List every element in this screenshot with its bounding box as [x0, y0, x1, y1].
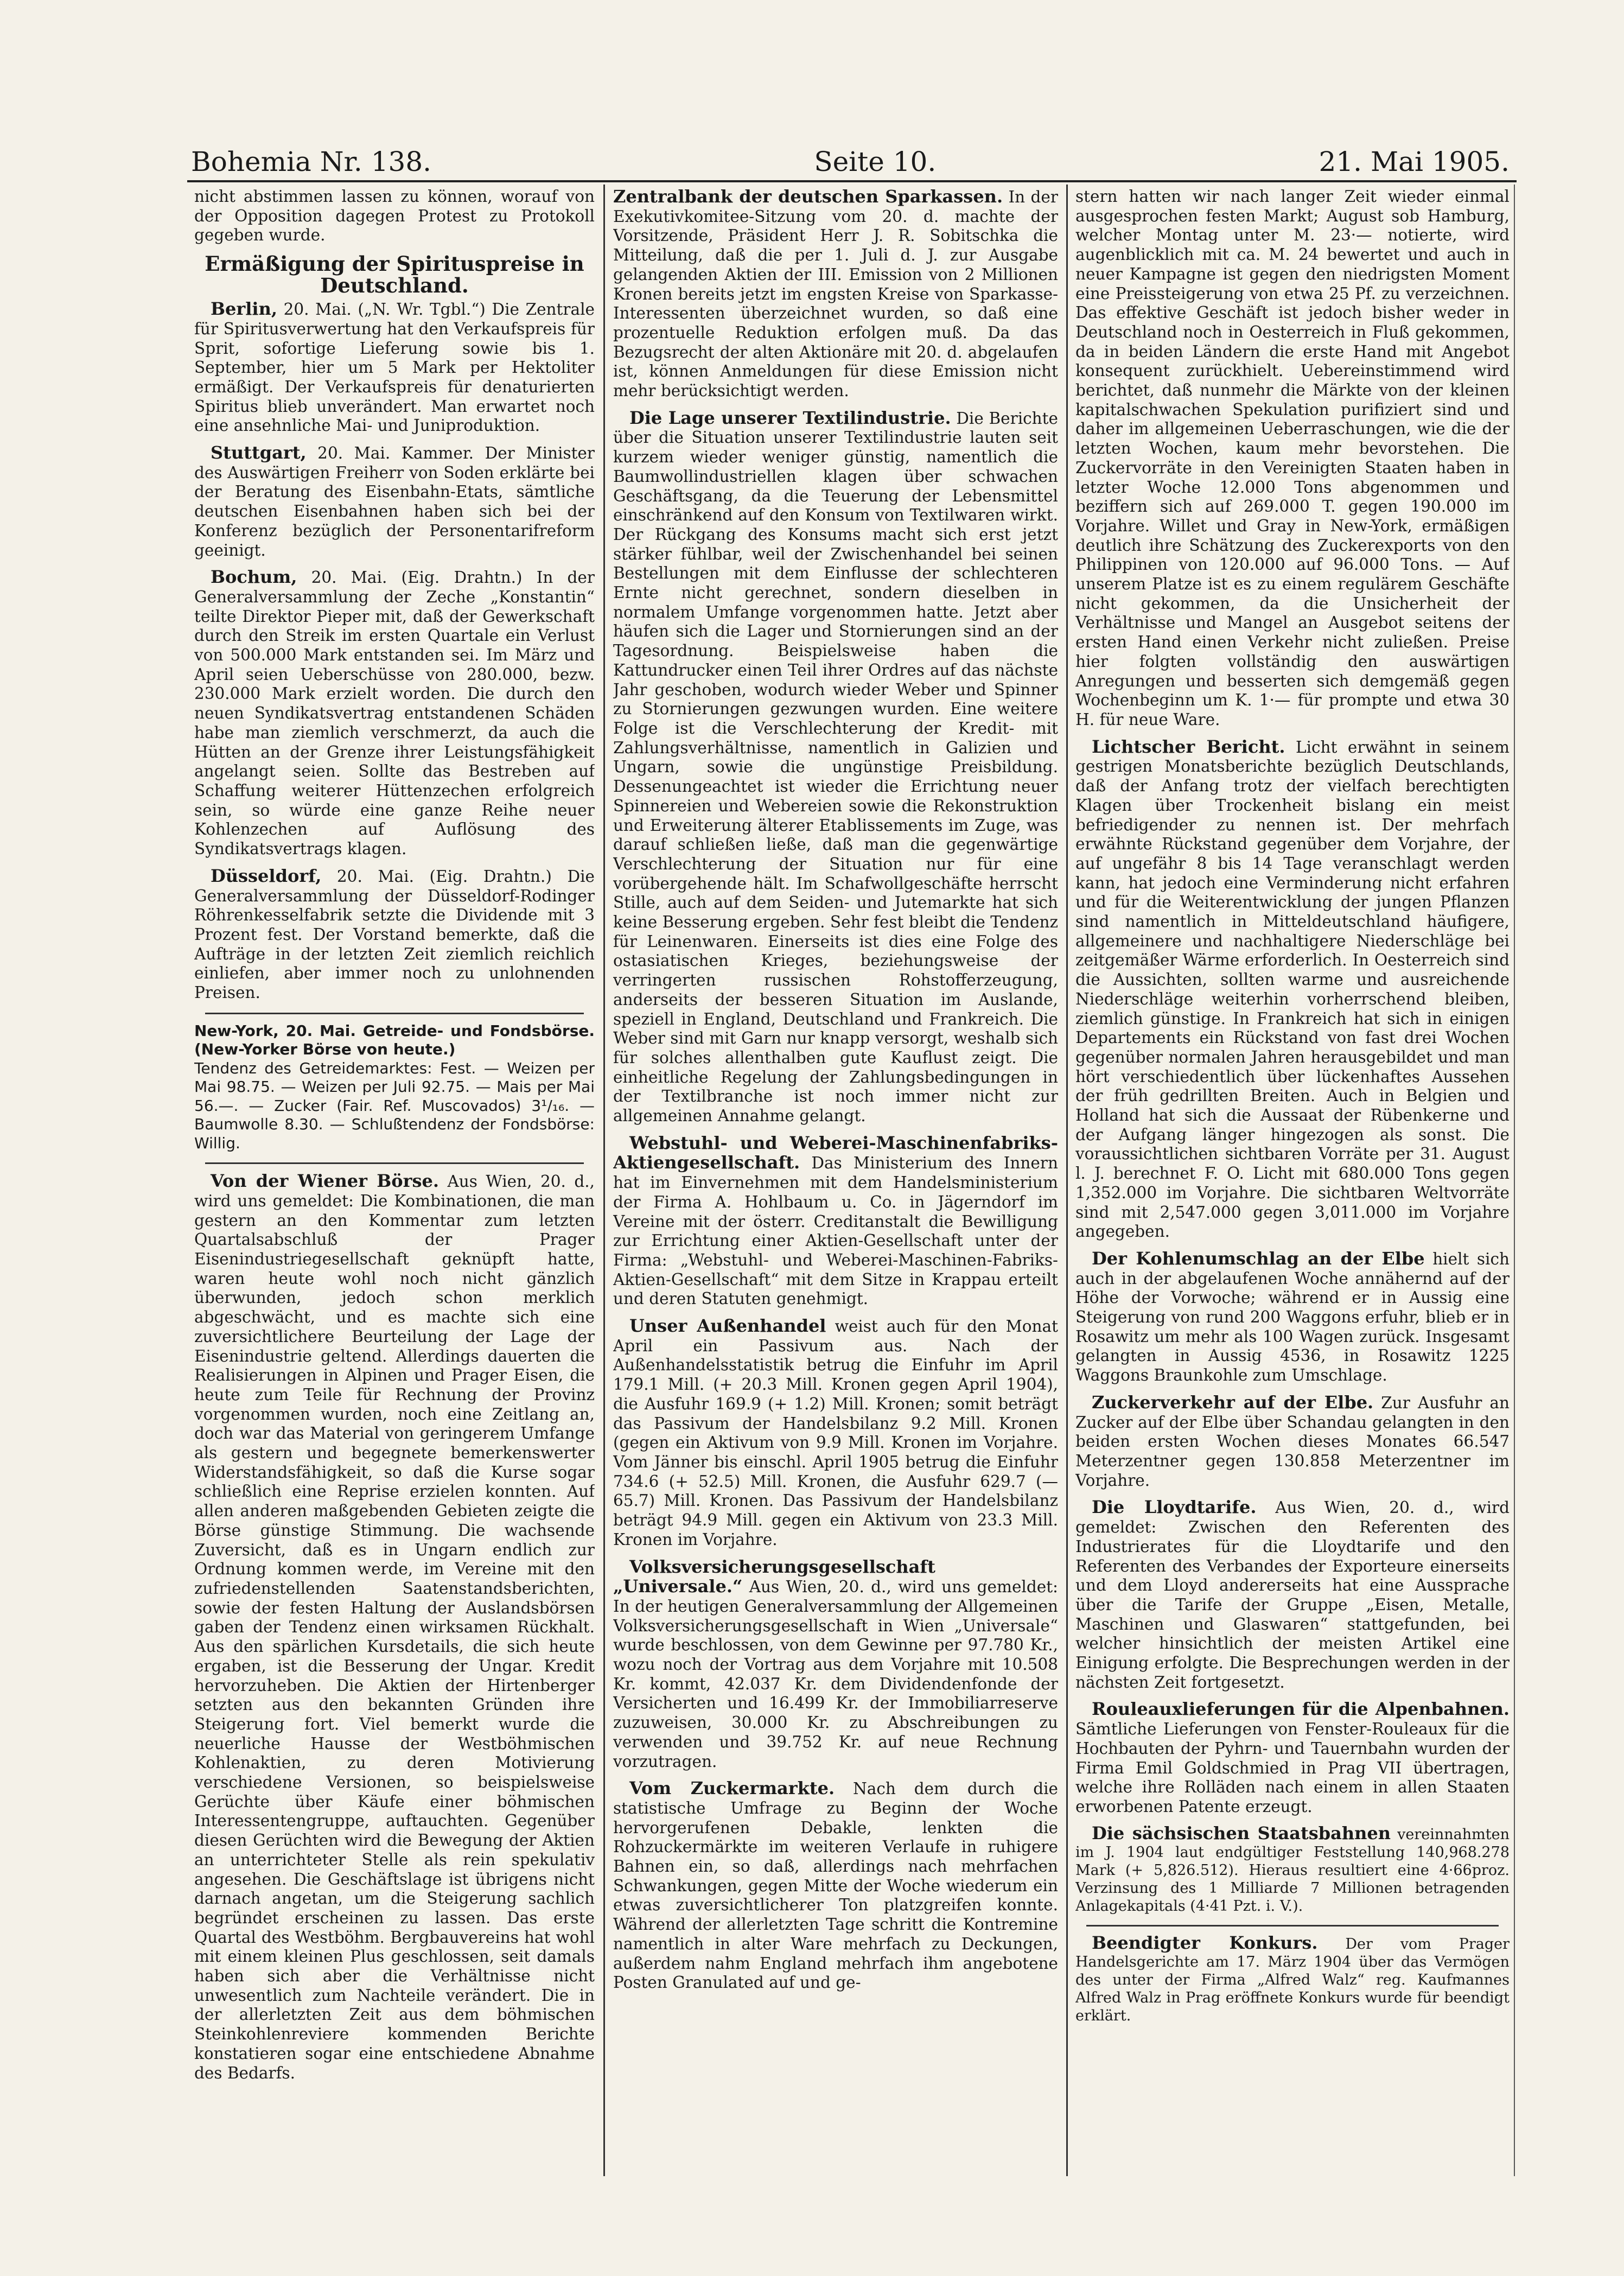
header-date: 21. Mai 1905. — [1319, 146, 1510, 177]
article-headline: Beendigter Konkurs. — [1092, 1932, 1318, 1953]
article-duesseldorf — [194, 867, 595, 1003]
dateline: Berlin, — [211, 298, 277, 320]
column-3 — [1075, 187, 1510, 2173]
article-zentralbank — [613, 187, 1058, 401]
article-wiener-boerse — [194, 1172, 595, 2083]
article-headline: Webstuhl- und Weberei-Maschinenfabriks-Aktiengesellschaft. — [613, 1132, 1058, 1173]
article-headline: Volksversicherungsgesellschaft „Universale.“ — [613, 1556, 935, 1597]
column-edge-right — [1514, 185, 1515, 2176]
article-headline: Lichtscher Bericht. — [1092, 736, 1285, 757]
article-lloydtarife — [1075, 1498, 1510, 1692]
article-headline: Zuckerverkehr auf der Elbe. — [1092, 1391, 1374, 1413]
article-text: Sämtliche Lieferungen von Fenster-Rouleaux für die Hochbauten der Pyhrn- und Tauernbahn wurden der Firma Emil Goldschmied in Prag VII übertragen, welche ihre Rolläden nach einem in allen Staaten erworbenen Patente erzeugt. — [1075, 1720, 1510, 1816]
section-rule — [1086, 1925, 1499, 1927]
article-text: 20. Mai. (Eig. Drahtn.) In der Generalversammlung der Zeche „Konstantin“ teilte Direktor Pieper mit, daß der Gewerkschaft durch den Streik im ersten Quartale ein Verlust von 500.000 Mark entstanden sei. Im März und April seien Ueberschüsse von 280.000, bezw. 230.000 Mark erzielt worden. Die durch den neuen Syndikatsvertrag entstandenen Schäden habe man ziemlich verschmerzt, da auch die Hütten an der Grenze ihrer Leistungsfähigkeit angelangt seien. Sollte das Bestreben auf Schaffung weiterer Hüttenzechen erfolgreich sein, so würde eine ganze Reihe neuer Kohlenzechen auf Auflösung des Syndikatsvertrags klagen. — [194, 568, 595, 859]
article-headline: Von der Wiener Börse. — [211, 1171, 439, 1192]
header-page-number: Seite 10. — [814, 146, 937, 177]
article-headline: Ermäßigung der Spirituspreise in Deutschland. — [205, 252, 584, 298]
article-text: weist auch für den Monat April ein Passivum aus. Nach der Außenhandelsstatistik betrug die Einfuhr im April 179.1 Mill. (+ 20.3 Mill. Kronen gegen April 1904), die Ausfuhr 169.9 (+ 1.2) Mill. Kronen; somit beträgt das Passivum der Handelsbilanz 9.2 Mill. Kronen (gegen ein Aktivum von 9.9 Mill. Kronen im Vorjahre. Vom Jänner bis einschl. April 1905 betrug die Einfuhr 734.6 (+ 52.5) Mill. Kronen, die Ausfuhr 629.7 (— 65.7) Mill. Kronen. Das Passivum der Handelsbilanz beträgt 94.9 Mill. gegen ein Aktivum von 23.3 Mill. Kronen im Vorjahre. — [613, 1317, 1058, 1549]
article-text: Die Berichte über die Situation unserer Textilindustrie lauten seit kurzem wieder weniger günstig, namentlich die Baumwollindustriellen klagen über schwachen Geschäftsgang, da die Teuerung der Lebensmittel einschränkend auf den Konsum von Textilwaren wirkt. Der Rückgang des Konsums macht sich erst jetzt stärker fühlbar, weil der Zwischenhandel bei seinen Bestellungen mit dem Einflusse der schlechteren Ernte nicht gerechnet, sondern dieselben in normalem Umfange vorgenommen hatte. Jetzt aber häufen sich die Lager und Stornierungen sind an der Tagesordnung. Beispielsweise haben die Kattundrucker einen Teil ihrer Ordres auf das nächste Jahr geschoben, wodurch wieder Weber und Spinner zu Stornierungen gezwungen wurden. Eine weitere Folge ist die Verschlechterung der Kredit- mit Zahlungsverhältnisse, namentlich in Galizien und Ungarn, sowie die ungünstige Preisbildung. Dessenungeachtet ist wieder die Errichtung neuer Spinnereien und Webereien sowie die Rekonstruktion und Erweiterung älterer Etablissements im Zuge, was darauf schließen ließe, daß man die gegenwärtige Verschlechterung der Situation nur für eine vorübergehende hält. Im Schafwollgeschäfte herrscht Stille, auch auf dem Seiden- und Jutemarkte hat sich keine Besserung ergeben. Sehr fest bleibt die Tendenz für Leinenwaren. Einerseits ist dies eine Folge des ostasiatischen Krieges, beziehungsweise der verringerten russischen Rohstofferzeugung, anderseits der besseren Situation im Auslande, speziell in England, Deutschland und Frankreich. Die Weber sind mit Garn nur knapp versorgt, weshalb sich für solches allenthalben gute Kauflust zeigt. Die einheitliche Regelung der Zahlungsbedingungen in der Textilbranche ist noch immer nicht zur allgemeinen Annahme gelangt. — [613, 409, 1058, 1126]
article-text: nicht abstimmen lassen zu können, worauf von der Opposition dagegen Protest zu Protokoll gegeben wurde. — [194, 187, 595, 245]
article-rouleauxlieferungen — [1075, 1700, 1510, 1816]
article-universale — [613, 1557, 1058, 1772]
market-title: New-York, 20. Mai. Getreide- und Fondsbörse. (New-Yorker Börse von heute.) — [194, 1021, 595, 1059]
article-text: Aus Wien, 20. d., wird gemeldet: Zwischen den Referenten des Industrierates für die Lloydtarife und den Referenten des Verbandes der Exporteure einerseits und dem Lloyd andererseits hat eine Aussprache über die Tarife der Gruppe „Eisen, Metalle, Maschinen und Glaswaren“ stattgefunden, bei welcher hinsichtlich der meisten Artikel eine Einigung erfolgte. Die Besprechungen werden in der nächsten Zeit fortgesetzt. — [1075, 1498, 1510, 1692]
article-kohlenumschlag — [1075, 1249, 1510, 1385]
article-text: Aus Wien, 20. d., wird uns gemeldet: Die Kombinationen, die man gestern an den Kommentar zum letzten Quartalsabschluß der Prager Eisenindustriegesellschaft geknüpft hatte, waren heute wohl noch nicht gänzlich überwunden, jedoch schon merklich abgeschwächt, und es machte sich eine zuversichtlichere Beurteilung der Lage der Eisenindustrie geltend. Allerdings dauerten die Realisierungen in Alpinen und Prager Eisen, die heute zum Teile für Rechnung der Provinz vorgenommen wurden, noch eine Zeitlang an, doch war das Material von geringerem Umfange als gestern und begegnete bemerkenswerter Widerstandsfähigkeit, so daß die Kurse sogar schließlich eine Reprise erzielen konnten. Auf allen anderen maßgebenden Gebieten zeigte die Börse günstige Stimmung. Die wachsende Zuversicht, daß es in Ungarn endlich zur Ordnung kommen werde, im Vereine mit den zufriedenstellenden Saatenstandsberichten, sowie der festen Haltung der Auslandsbörsen gaben der Tendenz einen wirksamen Rückhalt. Aus den spärlichen Kursdetails, die sich heute ergaben, ist die Besserung der Ungar. Kredit hervorzuheben. Die Aktien der Hirtenberger setzten aus den bekannten Gründen ihre Steigerung fort. Viel bemerkt wurde die neuerliche Hausse der Westböhmischen Kohlenaktien, zu deren Motivierung verschiedene Versionen, so beispielsweise Gerüchte über Käufe einer böhmischen Interessentengruppe, auftauchten. Gegenüber diesen Gerüchten wird die Bewegung der Aktien an unterrichteter Stelle als rein spekulativ angesehen. Die Geschäftslage ist übrigens nicht darnach angetan, um die Steigerung sachlich begründet erscheinen zu lassen. Das erste Quartal des Westböhm. Bergbauvereins hat wohl mit einem kleinen Plus geschlossen, seit damals haben sich aber die Verhältnisse nicht unwesentlich zum Nachteile verändert. Die in der allerletzten Zeit aus dem böhmischen Steinkohlenreviere kommenden Berichte konstatieren sogar eine entschiedene Abnahme des Bedarfs. — [194, 1172, 595, 2082]
article-saechsische-staatsbahnen — [1075, 1824, 1510, 1915]
column-1 — [194, 187, 595, 2173]
article-zuckerverkehr-elbe — [1075, 1393, 1510, 1491]
article-text: 20. Mai. („N. Wr. Tgbl.“) Die Zentrale für Spiritusverwertung hat den Verkaufspreis für Sprit, sofortige Lieferung sowie bis 1. September, hier um 5 Mark per Hektoliter ermäßigt. Der Verkaufspreis für denaturierten Spiritus blieb unverändert. Man erwartet noch eine ansehnliche Mai- und Juniproduktion. — [194, 300, 595, 435]
article-aussenhandel — [613, 1317, 1058, 1549]
article-headline: Vom Zuckermarkte. — [629, 1778, 835, 1799]
article-webstuhl — [613, 1134, 1058, 1309]
article-headline: Die Lloydtarife. — [1092, 1497, 1257, 1518]
article-text: vereinnahmten im J. 1904 laut endgültiger Feststellung 140,968.278 Mark (+ 5,826.512). Hieraus resultiert eine 4·66proz. Verzinsung des 1 Milliarde 7 Millionen betragenden Anlagekapitals (4·41 Pzt. i. V.). — [1075, 1826, 1510, 1915]
article-opposition — [194, 187, 595, 245]
article-text: hielt sich auch in der abgelaufenen Woche annähernd auf der Höhe der Vorwoche; während er in Aussig eine Steigerung von rund 200 Waggons erfuhr, blieb er in Rosawitz um mehr als 100 Wagen zurück. Insgesamt gelangten in Aussig 4536, in Rosawitz 1225 Waggons Braunkohle zum Umschlage. — [1075, 1249, 1510, 1385]
article-text: 20. Mai. Kammer. Der Minister des Auswärtigen Freiherr von Soden erklärte bei der Beratung des Eisenbahn-Etats, sämtliche deutschen Eisenbahnen haben sich bei der Konferenz bezüglich der Personentarifreform geeinigt. — [194, 444, 595, 560]
article-text: Nach dem durch die statistische Umfrage zu Beginn der Woche hervorgerufenen Debakle, lenkten die Rohzuckermärkte im weiteren Verlaufe in ruhigere Bahnen ein, so daß, allerdings nach mehrfachen Schwankungen, gegen Mitte der Woche wiederum ein etwas zuversichtlicherer Ton platzgreifen konnte. Während der allerletzten Tage schritt die Kontremine namentlich in alter Ware mehrfach zu Deckungen, außerdem nahm England mehrfach ihm angebotene Posten Granulated auf und ge- — [613, 1779, 1058, 1992]
page-header — [191, 140, 1510, 183]
article-text: stern hatten wir nach langer Zeit wieder einmal ausgesprochen festen Markt; August sob Hamburg, welcher Montag unter M. 23·— notierte, wird augenblicklich mit ca. M. 24 bewertet und auch in neuer Kampagne ist gegen den niedrigsten Moment eine Preissteigerung von etwa 25 Pf. zu verzeichnen. Das effektive Geschäft ist jedoch bisher weder in Deutschland noch in Oesterreich in Fluß gekommen, da in beiden Ländern die erste Hand mit Angebot konsequent zurückhielt. Uebereinstimmend wird berichtet, daß nunmehr die Märkte von der kleinen kapitalschwachen Spekulation purifiziert sind und daher im allgemeinen Ueberraschungen, wie die der letzten Wochen, kaum mehr bevorstehen. Die Zuckervorräte in den Vereinigten Staaten haben in letzter Woche 12.000 Tons abgenommen und beziffern sich auf 269.000 T. gegen 190.000 im Vorjahre. Willet und Gray in New-York, ermäßigen deutlich ihre Schätzung des Zuckerexports von den Philippinen von 120.000 auf 96.000 Tons. — Auf unserem Platze ist es zu einem regulärem Geschäfte nicht gekommen, da die Unsicherheit der Verhältnisse und Mangel an Ausgebot seitens der ersten Hand einen Verkehr nicht zuließen. Preise hier folgten vollständig den auswärtigen Anregungen und besserten sich demgemäß gegen Wochenbeginn um K. 1·— für prompte und etwa 30 H. für neue Ware. — [1075, 187, 1510, 729]
article-lichtscher-bericht — [1075, 738, 1510, 1242]
article-headline: Rouleauxlieferungen für die Alpenbahnen. — [1092, 1699, 1510, 1720]
article-bochum — [194, 568, 595, 859]
header-rule — [187, 180, 1517, 182]
dateline: Bochum, — [211, 567, 297, 588]
article-textilindustrie — [613, 409, 1058, 1126]
article-text: 20. Mai. (Eig. Drahtn.) Die Generalversammlung der Düsseldorf-Rodinger Röhrenkesselfabrik setzte die Dividende mit 3 Prozent fest. Der Vorstand bemerkte, daß die Aufträge in der letzten Zeit ziemlich reichlich einliefen, aber immer noch zu unlohnenden Preisen. — [194, 867, 595, 1002]
article-text: Das Ministerium des Innern hat im Einvernehmen mit dem Handelsministerium der Firma A. Hohlbaum u. Co. in Jägerndorf im Vereine mit der österr. Creditanstalt die Bewilligung zur Errichtung einer Aktien-Gesellschaft unter der Firma: „Webstuhl- und Weberei-Maschinen-Fabriks-Aktien-Gesellschaft“ mit dem Sitze in Krappau erteilt und deren Statuten genehmigt. — [613, 1154, 1058, 1308]
article-zuckermarkt — [613, 1779, 1058, 1993]
section-rule — [205, 1013, 584, 1014]
article-headline: Zentralbank der deutschen Sparkassen. — [613, 187, 1003, 207]
dateline: Düsseldorf, — [211, 865, 322, 886]
article-beendigter-konkurs — [1075, 1934, 1510, 2025]
market-quotes: Tendenz des Getreidemarktes: Fest. — Weizen per Mai 98.75. — Weizen per Juli 92.75. — Mais per Mai 56.—. — Zucker (Fair. Ref. Muscovados) 3¹/₁₆. — Baumwolle 8.30. — Schlußtendenz der Fondsbörse: Willig. — [194, 1059, 595, 1152]
article-text: In der Exekutivkomitee-Sitzung vom 20. d. machte der Vorsitzende, Präsident Herr J. R. Sobitschka die Mitteilung, daß die per 1. Juli d. J. zur Ausgabe gelangenden Aktien der III. Emission von 2 Millionen Kronen bereits jetzt im engsten Kreise von Sparkasse-Interessenten überzeichnet wurden, so daß eine prozentuelle Reduktion erfolgen muß. Da das Bezugsrecht der alten Aktionäre mit 20. d. abgelaufen ist, können Anmeldungen für diese Emission nicht mehr berücksichtigt werden. — [613, 188, 1058, 400]
article-headline: Der Kohlenumschlag an der Elbe — [1092, 1248, 1425, 1269]
article-headline: Die Lage unserer Textilindustrie. — [629, 407, 951, 428]
article-text: Zur Ausfuhr an Zucker auf der Elbe über Schandau gelangten in den beiden ersten Wochen dieses Monates 66.547 Meterzentner gegen 130.858 Meterzentner im Vorjahre. — [1075, 1393, 1510, 1490]
article-text: Der vom Prager Handelsgerichte am 17. März 1904 über das Vermögen des unter der Firma „Alfred Walz“ reg. Kaufmannes Alfred Walz in Prag eröffnete Konkurs wurde für beendigt erklärt. — [1075, 1935, 1510, 2024]
article-stuttgart — [194, 443, 595, 560]
column-2 — [613, 187, 1058, 2173]
article-text: Licht erwähnt in seinem gestrigen Monatsberichte bezüglich Deutschlands, daß der Anfang trotz der vielfach berechtigten Klagen über Trockenheit bislang ein meist befriedigender zu nennen ist. Der mehrfach erwähnte Rückstand gegenüber dem Vorjahre, der auf ungefähr 8 bis 14 Tage veranschlagt werden kann, hat jedoch eine Verminderung nicht erfahren und für die Weiterentwicklung der jungen Pflanzen sind namentlich in Mitteldeutschland häufigere, allgemeinere und nachhaltigere Niederschläge bei zeitgemäßer Wärme erforderlich. In Oesterreich sind die Aussichten, sollten warme und ausreichende Niederschläge weiterhin vorherrschend bleiben, ziemlich günstige. In Frankreich hat sich in einigen Departements ein Rückstand von fast drei Wochen gegenüber normalen Jahren herausgebildet und man hört verschiedentlich über lückenhaftes Aussehen der früh gedrillten Breiten. Auch in Belgien und Holland hat sich die Aussaat der Rübenkerne und der Aufgang länger hingezogen als sonst. Die voraussichtlichen sichtbaren Vorräte per 31. August l. J. berechnet F. O. Licht mit 680.000 Tons gegen 1,352.000 im Vorjahre. Die sichtbaren Weltvorräte sind mit 2,547.000 gegen 3,011.000 im Vorjahre angegeben. — [1075, 738, 1510, 1241]
article-headline: Unser Außenhandel — [629, 1315, 826, 1337]
column-divider-1 — [603, 185, 605, 2176]
column-divider-2 — [1066, 185, 1068, 2176]
market-report-newyork — [194, 1022, 595, 1153]
section-rule — [205, 1162, 584, 1164]
article-headline: Die sächsischen Staatsbahnen — [1092, 1822, 1391, 1843]
article-spirituspreise — [194, 253, 595, 436]
article-zuckermarkt-continued — [1075, 187, 1510, 730]
dateline: Stuttgart, — [211, 442, 307, 463]
article-text: Aus Wien, 20. d., wird uns gemeldet: In der heutigen Generalversammlung der Allgemeinen Volksversicherungsgesellschaft in Wien „Universale“ wurde beschlossen, von dem Gewinne per 97.780 Kr., wozu noch der Vortrag aus dem Vorjahre mit 10.508 Kr. kommt, 42.037 Kr. dem Dividendenfonde der Versicherten und 16.499 Kr. der Immobiliarreserve zuzuweisen, 30.000 Kr. zu Abschreibungen zu verwenden und 39.752 Kr. auf neue Rechnung vorzutragen. — [613, 1578, 1058, 1771]
header-publication: Bohemia Nr. 138. — [191, 146, 432, 177]
